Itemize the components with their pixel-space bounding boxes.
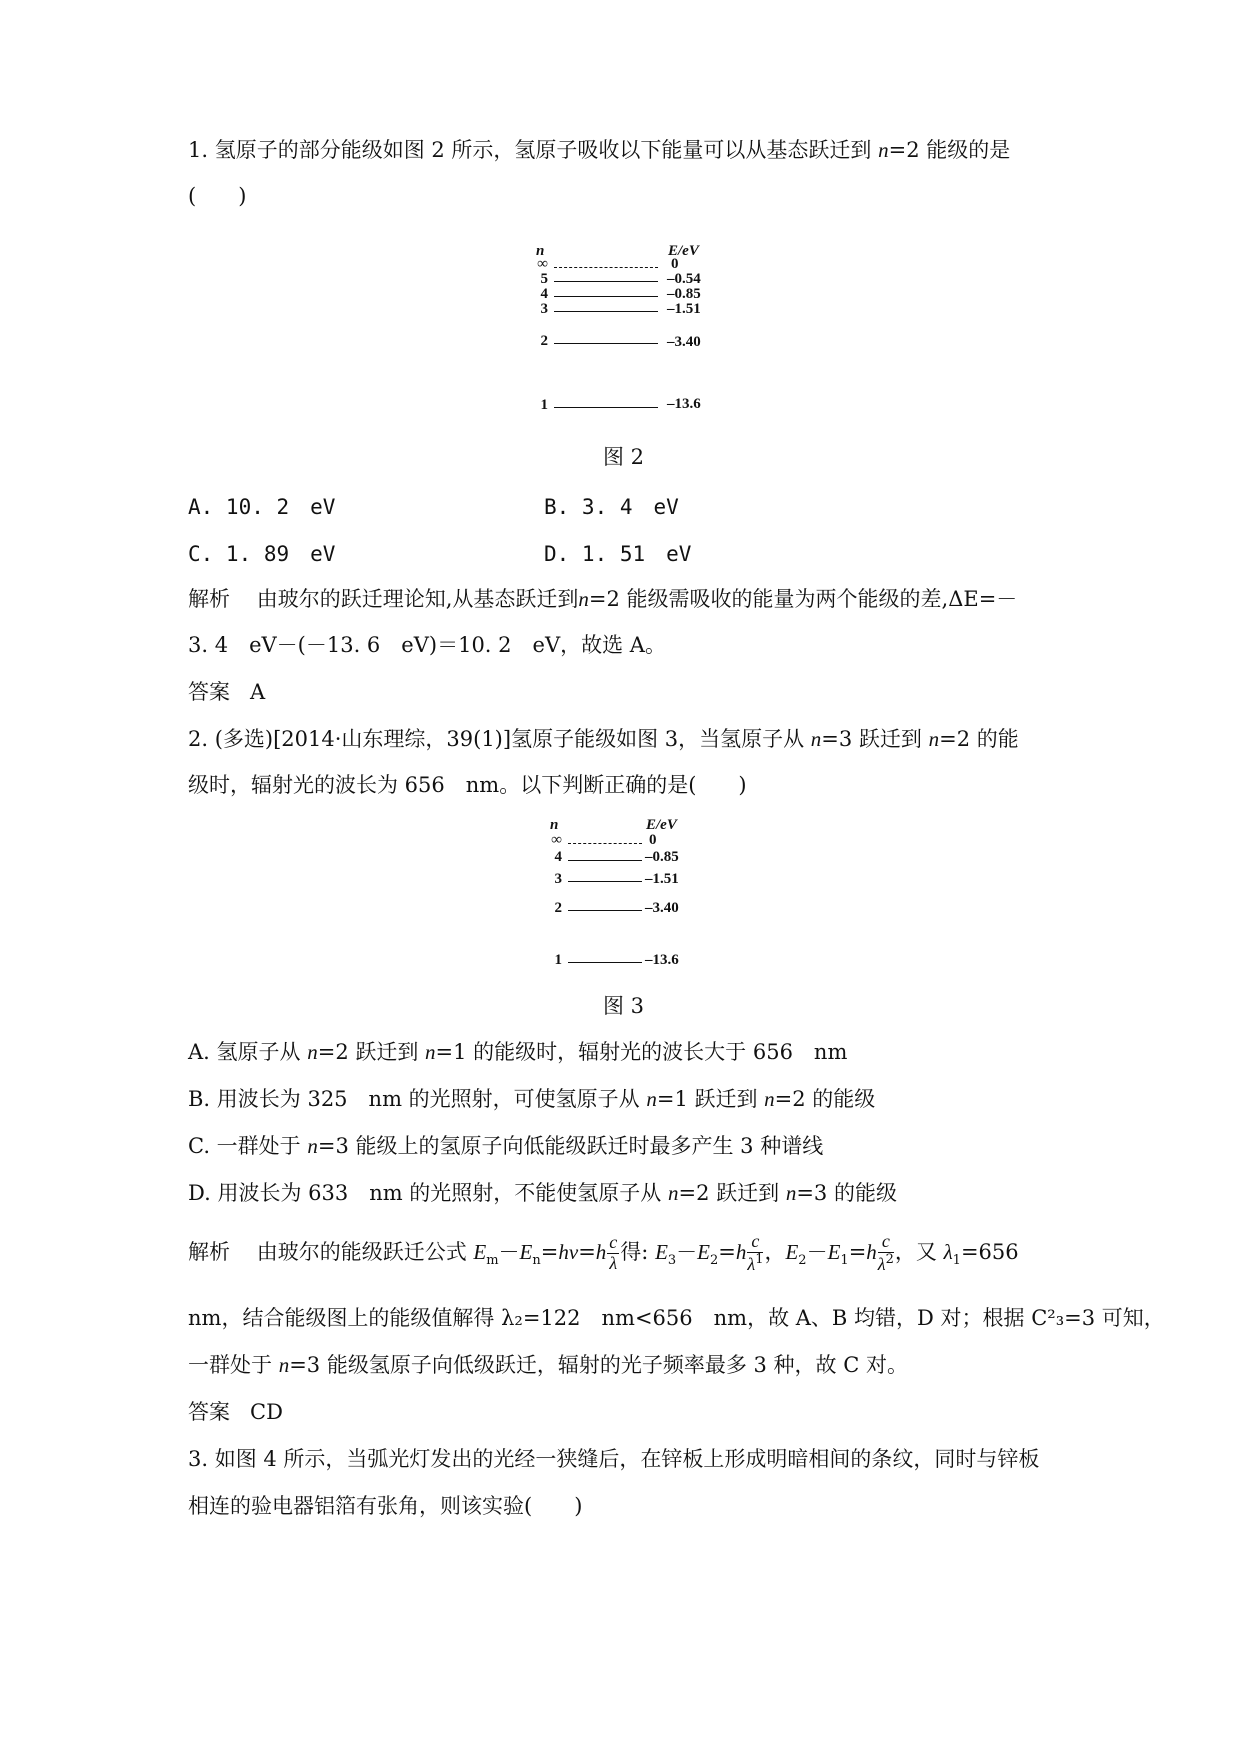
q3-stem-line1: 3. 如图 4 所示，当弧光灯发出的光经一狭缝后，在锌板上形成明暗相间的条纹，同时与锌板	[188, 1447, 1040, 1471]
q2-answer-value: CD	[250, 1400, 283, 1424]
fig2-caption: 图 2	[603, 445, 645, 469]
q1-stem-text: 1. 氢原子的部分能级如图 2 所示，氢原子吸收以下能量可以从基态跃迁到	[188, 138, 872, 162]
q1-analysis-line1: 解析 由玻尔的跃迁理论知,从基态跃迁到n=2 能级需吸收的能量为两个能级的差,ΔE=－	[188, 587, 1018, 611]
q1-stem-paren: ( )	[188, 184, 247, 208]
fig3-level-n: 3	[554, 871, 562, 887]
q2-option-c-text: C. 一群处于	[188, 1134, 301, 1158]
q2-option-b-text2: =1 跃迁到	[656, 1087, 758, 1111]
q2-analysis-line1: 解析 由玻尔的能级跃迁公式 $E_m-E_n=h\nu=h$ $\frac{c}{\lambda}$ 得: $E_3-E_2=h$ $\frac{c}{\lambda^1}$ ，$E_2-E_1=h$ $\frac{c}{\lambda^2}$ ，又 $\lambda_1=656$	[188, 1231, 1019, 1274]
fig2-level-e: –13.6	[667, 396, 701, 412]
q2-answer	[188, 1396, 283, 1426]
fig3-level-e: –0.85	[645, 849, 679, 865]
q2-stem-line2: 级时，辐射光的波长为 656 nm。以下判断正确的是( )	[188, 773, 747, 797]
fig2-level-line	[554, 281, 658, 282]
fig3-level-n: 2	[554, 900, 562, 916]
fig2-level-line	[554, 296, 658, 297]
q2-option-c-text2: =3 能级上的氢原子向低能级跃迁时最多产生 3 种谱线	[317, 1134, 824, 1158]
fig3-level-line	[568, 881, 642, 882]
fig2-level-e: –0.85	[667, 286, 701, 302]
q2-stem-text2: =3 跃迁到	[821, 727, 922, 751]
fig3-level-n: 4	[554, 849, 562, 865]
q3-stem-line2: 相连的验电器铝箔有张角，则该实验( )	[188, 1494, 583, 1518]
q2-stem-line1: 2. (多选)[2014·山东理综，39(1)]氢原子能级如图 3，当氢原子从 n=3 跃迁到 n=2 的能	[188, 727, 1019, 751]
fig2-level-n: 2	[540, 333, 548, 349]
fig3-level-line	[568, 910, 642, 911]
q2-formula: $E_m-E_n=h\nu=h$ $\frac{c}{\lambda}$	[473, 1232, 618, 1273]
q1-answer	[188, 676, 265, 706]
fig2-e-header: E/eV	[668, 243, 699, 259]
fig3-caption: 图 3	[603, 994, 645, 1018]
energy-level-diagram-fig2	[534, 243, 724, 423]
q2-option-a-text2: =2 跃迁到	[317, 1040, 419, 1064]
fig2-level-n: 5	[540, 271, 548, 287]
q2-option-a: A. 氢原子从 n=2 跃迁到 n=1 的能级时，辐射光的波长大于 656 nm	[188, 1040, 848, 1064]
q2-analysis-label: 解析	[188, 1239, 230, 1264]
q1-answer-label: 答案	[188, 680, 230, 704]
q1-stem-text2: =2 能级的是	[888, 138, 1011, 162]
q2-option-b-text: B. 用波长为 325 nm 的光照射，可使氢原子从	[188, 1087, 640, 1111]
fig3-level-e: –13.6	[645, 952, 679, 968]
q1-analysis-line2: 3. 4 eV－(－13. 6 eV)＝10. 2 eV，故选 A。	[188, 633, 666, 657]
q1-analysis-text2: =2 能级需吸收的能量为两个能级的差,ΔE=－	[588, 587, 1018, 611]
q1-option-c: C. 1. 89 eV	[188, 542, 336, 566]
q2-formula2: $E_3-E_2=h$ $\frac{c}{\lambda^1}$ ，$E_2-E_1=h$ $\frac{c}{\lambda^2}$	[655, 1231, 894, 1274]
q1-stem-line1	[188, 134, 1010, 164]
q1-option-a: A. 10. 2 eV	[188, 495, 336, 519]
q2-option-a-text3: =1 的能级时，辐射光的波长大于 656 nm	[435, 1040, 848, 1064]
fig2-level-e: –3.40	[667, 334, 701, 350]
fig2-level-n: 1	[540, 397, 548, 413]
q2-option-d-text: D. 用波长为 633 nm 的光照射，不能使氢原子从	[188, 1181, 662, 1205]
fig2-level-line	[554, 311, 658, 312]
energy-level-diagram-fig3	[548, 817, 718, 977]
q1-stem-n: n	[878, 138, 889, 162]
fig2-level-line	[554, 267, 658, 268]
q2-option-b: B. 用波长为 325 nm 的光照射，可使氢原子从 n=1 跃迁到 n=2 的能级	[188, 1087, 876, 1111]
fig3-level-line	[568, 962, 642, 963]
fig2-level-line	[554, 407, 658, 408]
q2-analysis-text2: 得:	[620, 1239, 649, 1264]
fig3-e-header: E/eV	[646, 817, 677, 833]
q1-option-b: B. 3. 4 eV	[544, 495, 679, 519]
q2-analysis-text3: ，又	[894, 1239, 937, 1264]
q2-answer-label: 答案	[188, 1400, 230, 1424]
q2-analysis-text5: 一群处于	[188, 1353, 272, 1377]
fig3-n-header: n	[550, 817, 559, 833]
q2-stem-text3: =2 的能	[939, 727, 1019, 751]
q2-analysis-text4: =656	[960, 1239, 1019, 1264]
fig2-level-e: –1.51	[667, 301, 701, 317]
fig2-level-line	[554, 343, 658, 344]
q2-analysis-line3: 一群处于 n=3 能级氢原子向低级跃迁，辐射的光子频率最多 3 种，故 C 对。	[188, 1353, 908, 1377]
q2-option-a-text: A. 氢原子从	[188, 1040, 301, 1064]
fig3-level-n: 1	[554, 952, 562, 968]
fig3-level-e: 0	[649, 832, 657, 848]
fig2-level-n: 4	[540, 286, 548, 302]
q2-option-d-text2: =2 跃迁到	[678, 1181, 780, 1205]
fig3-level-e: –3.40	[645, 900, 679, 916]
fig2-level-n: ∞	[537, 256, 548, 272]
q2-option-b-text3: =2 的能级	[774, 1087, 876, 1111]
q2-stem-text: 2. (多选)[2014·山东理综，39(1)]氢原子能级如图 3，当氢原子从	[188, 727, 805, 751]
fig3-level-line	[568, 860, 642, 861]
q2-option-d: D. 用波长为 633 nm 的光照射，不能使氢原子从 n=2 跃迁到 n=3 的能级	[188, 1181, 897, 1205]
fig2-level-e: 0	[671, 256, 679, 272]
fig2-n-header: n	[536, 243, 545, 259]
q1-answer-value: A	[250, 680, 266, 704]
fig3-level-line	[568, 843, 642, 844]
q1-analysis-label: 解析	[188, 587, 230, 611]
q1-analysis-text: 由玻尔的跃迁理论知,从基态跃迁到	[256, 587, 579, 611]
fig3-level-n: ∞	[551, 832, 562, 848]
q2-analysis-line2: nm，结合能级图上的能级值解得 λ₂=122 nm<656 nm，故 A、B 均错，D 对；根据 C²₃=3 可知，	[188, 1306, 1165, 1330]
fig2-level-e: –0.54	[667, 271, 701, 287]
q2-analysis-text: 由玻尔的能级跃迁公式	[256, 1239, 467, 1264]
fig2-level-n: 3	[540, 301, 548, 317]
fig3-level-e: –1.51	[645, 871, 679, 887]
q2-analysis-text6: =3 能级氢原子向低级跃迁，辐射的光子频率最多 3 种，故 C 对。	[289, 1353, 908, 1377]
q2-option-d-text3: =3 的能级	[796, 1181, 897, 1205]
q1-option-d: D. 1. 51 eV	[544, 542, 692, 566]
q2-option-c: C. 一群处于 n=3 能级上的氢原子向低能级跃迁时最多产生 3 种谱线	[188, 1134, 824, 1158]
